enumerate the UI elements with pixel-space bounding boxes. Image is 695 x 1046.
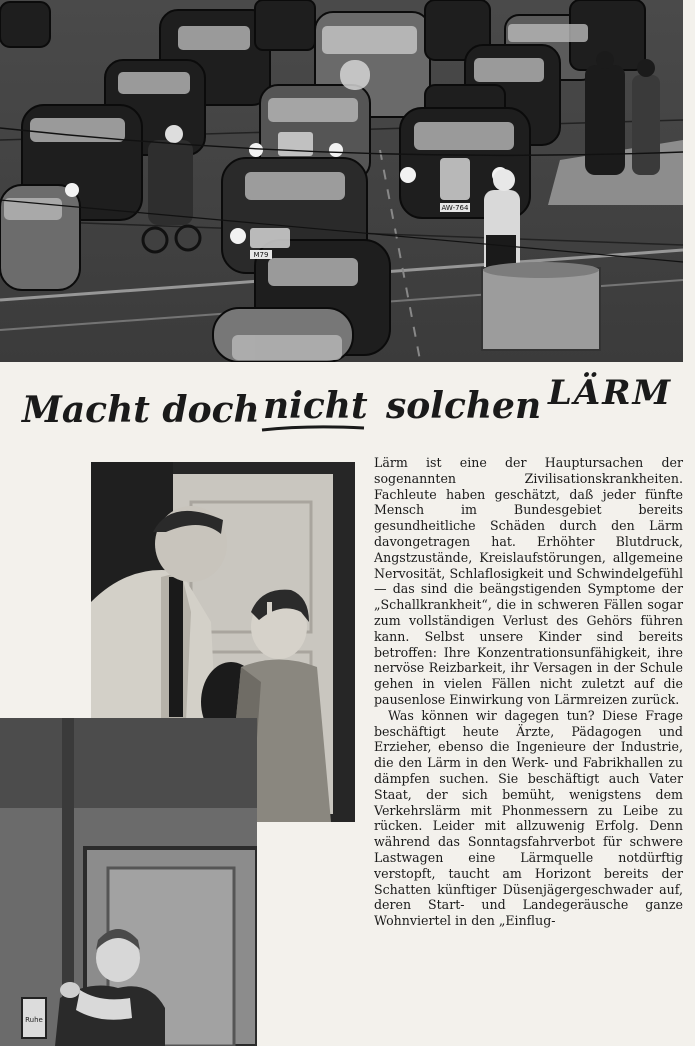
headline-underline <box>262 427 364 430</box>
headline-part-3: solchen <box>386 385 542 427</box>
article-body <box>374 455 683 929</box>
headline-part-4: LÄRM <box>548 373 673 413</box>
headline <box>18 370 688 450</box>
article-paragraph-1: Lärm ist eine der Hauptursachen der sogenannten Zivilisationskrankheiten. Fachleute haben geschätzt, daß jeder fünfte Mensch im Bundesgebiet bereits gesundheitliche Schäden durch den Lärm davongetragen hat. Erhöhter Blutdruck, Angstzustände, Kreislaufstörungen, allgemeine Nervosität, Schlaflosigkeit und Schwindelgefühl — das sind die beängstigenden Symptome der „Schallkrankheit“, die in schweren Fällen sogar zum vollständigen Verlust des Gehörs führen kann. Selbst unsere Kinder sind bereits betroffen: Ihre Konzentrationsunfähigkeit, ihre nervöse Reizbarkeit, ihr Versagen in der Schule gehen in vielen Fällen nicht zuletzt auf die pausenlose Einwirkung von Lärmreizen zurück. <box>374 455 683 707</box>
traffic-photo <box>0 0 683 362</box>
article-paragraph-2: Was können wir dagegen tun? Diese Frage beschäftigt heute Ärzte, Pädagogen und Erzieher, ebenso die Ingenieure der Industrie, die den Lärm in den Werk- und Fabrikhallen zu dämpfen suchen. Sie beschäftigt auch Vater Staat, der sich bemüht, wenigstens dem Verkehrslärm mit Phonmessern zu Leibe zu rücken. Leider mit allzuwenig Erfolg. Denn während das Sonntagsfahrverbot für schwere Lastwagen eine Lärmquelle notdürftig verstopft, taucht am Horizont bereits der Schatten künftiger Düsenjägergeschwader auf, deren Start- und Landegeräusche ganze Wohnviertel in den „Einflug- <box>374 707 683 929</box>
broom-photo <box>0 718 257 1046</box>
wall-sign: Ruhe <box>25 1016 43 1024</box>
headline-part-1: Macht doch <box>22 389 260 431</box>
headline-part-2: nicht <box>263 385 368 427</box>
plate-1: AW-764 <box>441 204 469 212</box>
plate-2: M79 <box>253 251 269 259</box>
